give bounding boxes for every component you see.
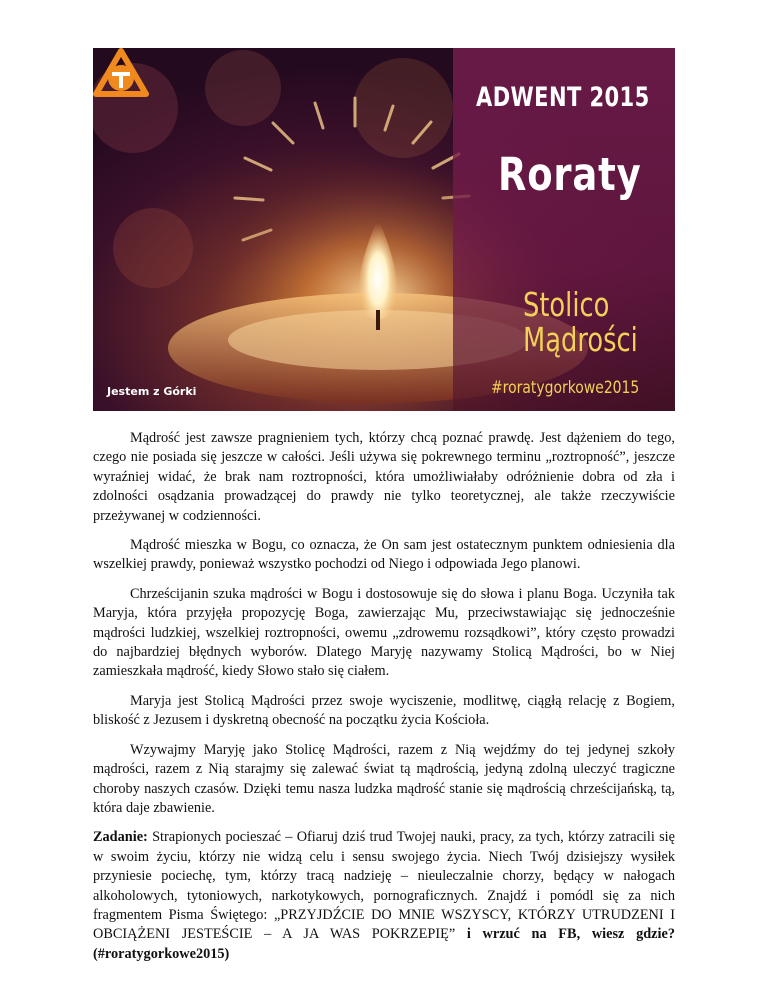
advent-banner <box>93 48 675 411</box>
tau-cross-logo-icon <box>93 48 149 100</box>
paragraph-2: Mądrość mieszka w Bogu, co oznacza, że On sam jest ostatecznym punktem odniesienia dla wszelkiej prawdy, ponieważ wszystko pochodzi od Niego i odpowiada Jego planowi. <box>93 537 675 573</box>
paragraph-4: Maryja jest Stolicą Mądrości przez swoje wyciszenie, modlitwę, ciągłą relację z Bogiem, bliskość z Jezusem i dyskretną obecność na początku życia Kościoła. <box>93 692 675 729</box>
paragraph-1: Mądrość jest zawsze pragnieniem tych, którzy chcą poznać prawdę. Jest dążeniem do tego, czego nie posiada się jeszcze w całości. Jeśli używa się pokrewnego terminu „roztropność”, jeszcze wyraźniej widać, że brak nam roztropności, która umożliwiałaby odróżnienie dobra od zła i zdolności osądzania prowadzącej do prawdy nie tylko teoretycznej, ale także rzeczywiście przeżywanej w codzienności. <box>93 430 675 524</box>
document-body <box>93 429 675 974</box>
banner-hashtag: #roratygorkowe2015 <box>491 378 640 398</box>
banner-theme: Stolico Mądrości <box>523 285 638 359</box>
paragraph-5: Wzywajmy Maryję jako Stolicę Mądrości, razem z Nią wejdźmy do tej jedynej szkoły mądrości, razem z Nią starajmy się zalewać świat tą mądrością, jedyną zdolną uleczyć tragiczne choroby naszych czasów. Dzięki temu nasza ludzka mądrość stanie się mądrością chrześcijańską, tą, która daje zbawienie. <box>93 741 675 816</box>
logo-text: Jestem z Górki <box>107 385 197 398</box>
task-cta: i wrzuć na FB, wiesz gdzie? (#roratygorkowe2015) <box>93 926 675 962</box>
task-label: Zadanie: <box>93 829 148 846</box>
paragraph-3: Chrześcijanin szuka mądrości w Bogu i dostosowuje się do słowa i planu Boga. Uczyniła tak Maryja, która przyjęła propozycję Boga, zawierzając Mu, przeciwstawiając się jednocześnie mądrości ludzkiej, wszelkiej roztropności, owemu „zdrowemu rozsądkowi”, który często prowadzi do najbardziej błędnych wyborów. Dlatego Maryję nazywamy Stolicą Mądrości, bo w Niej zamieszkała mądrość, kiedy Słowo stało się ciałem. <box>93 585 675 680</box>
task-text: Strapionych pocieszać – Ofiaruj dziś trud Twojej nauki, pracy, za tych, którzy zatracili się w swoim życiu, którzy nie widzą celu i sensu swojego życia. Niech Twój dzisiejszy wysiłek przyniesie pociechę, tym, którzy tracą nadzieję – nieuleczalnie chorzy, będący w nałogach alkoholowych, tytoniowych, narkotykowych, pornograficznych. Znajdź i pomódl się za nich fragmentem Pisma Świętego: „PRZYJDŹCIE DO MNIE WSZYSCY, KTÓRZY UTRUDZENI I OBCIĄŻENI JESTEŚCIE – A JA WAS POKRZEPIĘ” <box>93 829 675 943</box>
banner-subtitle: Roraty <box>498 148 642 201</box>
task-paragraph <box>93 828 675 964</box>
banner-title: ADWENT 2015 <box>476 82 650 113</box>
